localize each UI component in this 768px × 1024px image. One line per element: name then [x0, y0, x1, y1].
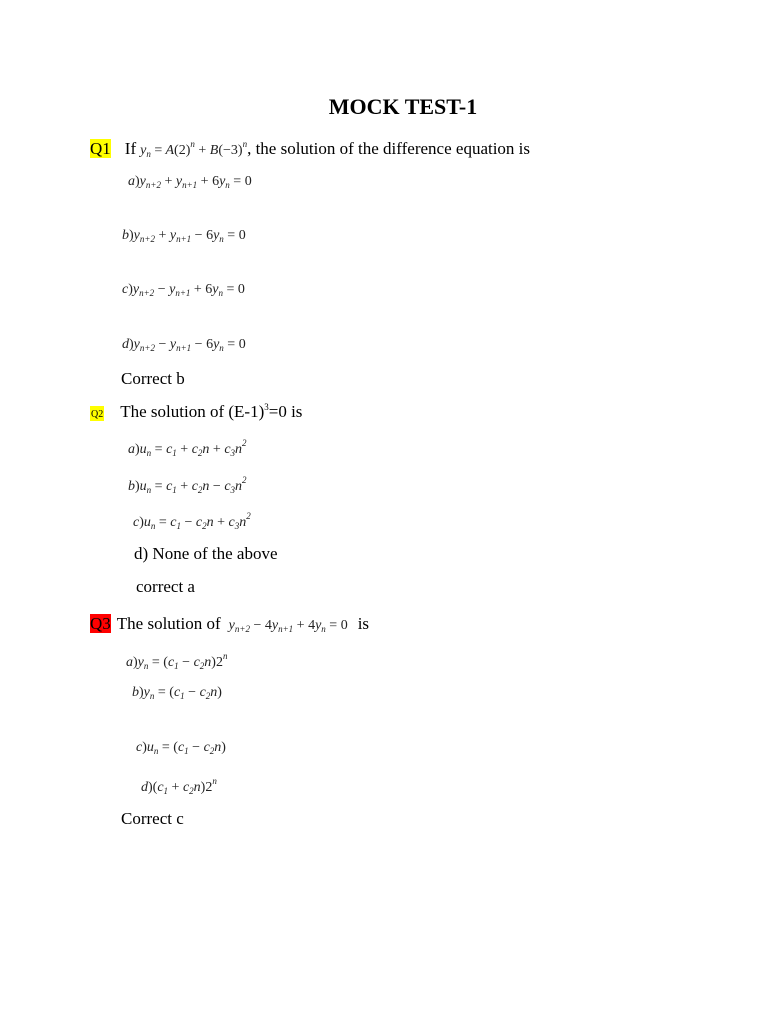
question-3-prefix: The solution of — [116, 614, 221, 633]
question-3-suffix: is — [357, 614, 370, 633]
q3-option-b: $b)y_n = (c_1 - c_2n)$ — [132, 685, 222, 701]
q3-option-d: $d)(c_1 + c_2n)2^n$ — [141, 776, 217, 796]
q2-option-a: $a)u_n = c_1 + c_2n + c_3n^2$ — [128, 438, 247, 458]
question-3-label: Q3 — [90, 614, 111, 633]
question-1 — [90, 139, 530, 159]
question-2-exponent: 3 — [264, 402, 269, 412]
question-2 — [90, 402, 302, 422]
q3-option-c: $c)u_n = (c_1 - c_2n)$ — [136, 740, 226, 756]
q1-option-a: $a)y_{n+2} + y_{n+1} + 6y_n = 0$ — [128, 174, 252, 190]
question-2-text-after: =0 is — [268, 402, 303, 421]
page-title: MOCK TEST-1 — [328, 94, 478, 119]
question-3-equation: $y_{n+2} - 4y_{n+1} + 4y_n = 0$ — [228, 618, 348, 634]
question-2-label: Q2 — [90, 406, 104, 421]
q1-option-b: $b)y_{n+2} + y_{n+1} - 6y_n = 0$ — [122, 228, 246, 244]
question-2-text — [120, 402, 302, 421]
question-1-prefix: If — [124, 139, 137, 158]
question-3 — [90, 614, 369, 634]
question-1-equation: $y_n = A(2)^n + B(-3)^n$ — [140, 139, 248, 159]
q2-option-b: $b)u_n = c_1 + c_2n - c_3n^2$ — [128, 475, 247, 495]
q2-option-d: d) None of the above — [134, 544, 278, 563]
q1-option-c: $c)y_{n+2} - y_{n+1} + 6y_n = 0$ — [122, 282, 245, 298]
q3-answer: Correct c — [121, 809, 184, 828]
question-2-text-before: The solution of (E-1) — [120, 402, 265, 421]
q2-answer: correct a — [136, 577, 195, 596]
q1-option-d: $d)y_{n+2} - y_{n+1} - 6y_n = 0$ — [122, 337, 246, 353]
question-1-suffix: , the solution of the difference equation is — [247, 139, 531, 158]
q1-answer: Correct b — [121, 369, 185, 388]
question-1-label: Q1 — [90, 139, 111, 158]
q3-option-a: $a)y_n = (c_1 - c_2n)2^n$ — [126, 651, 228, 671]
q2-option-c: $c)u_n = c_1 - c_2n + c_3n^2$ — [133, 511, 251, 531]
